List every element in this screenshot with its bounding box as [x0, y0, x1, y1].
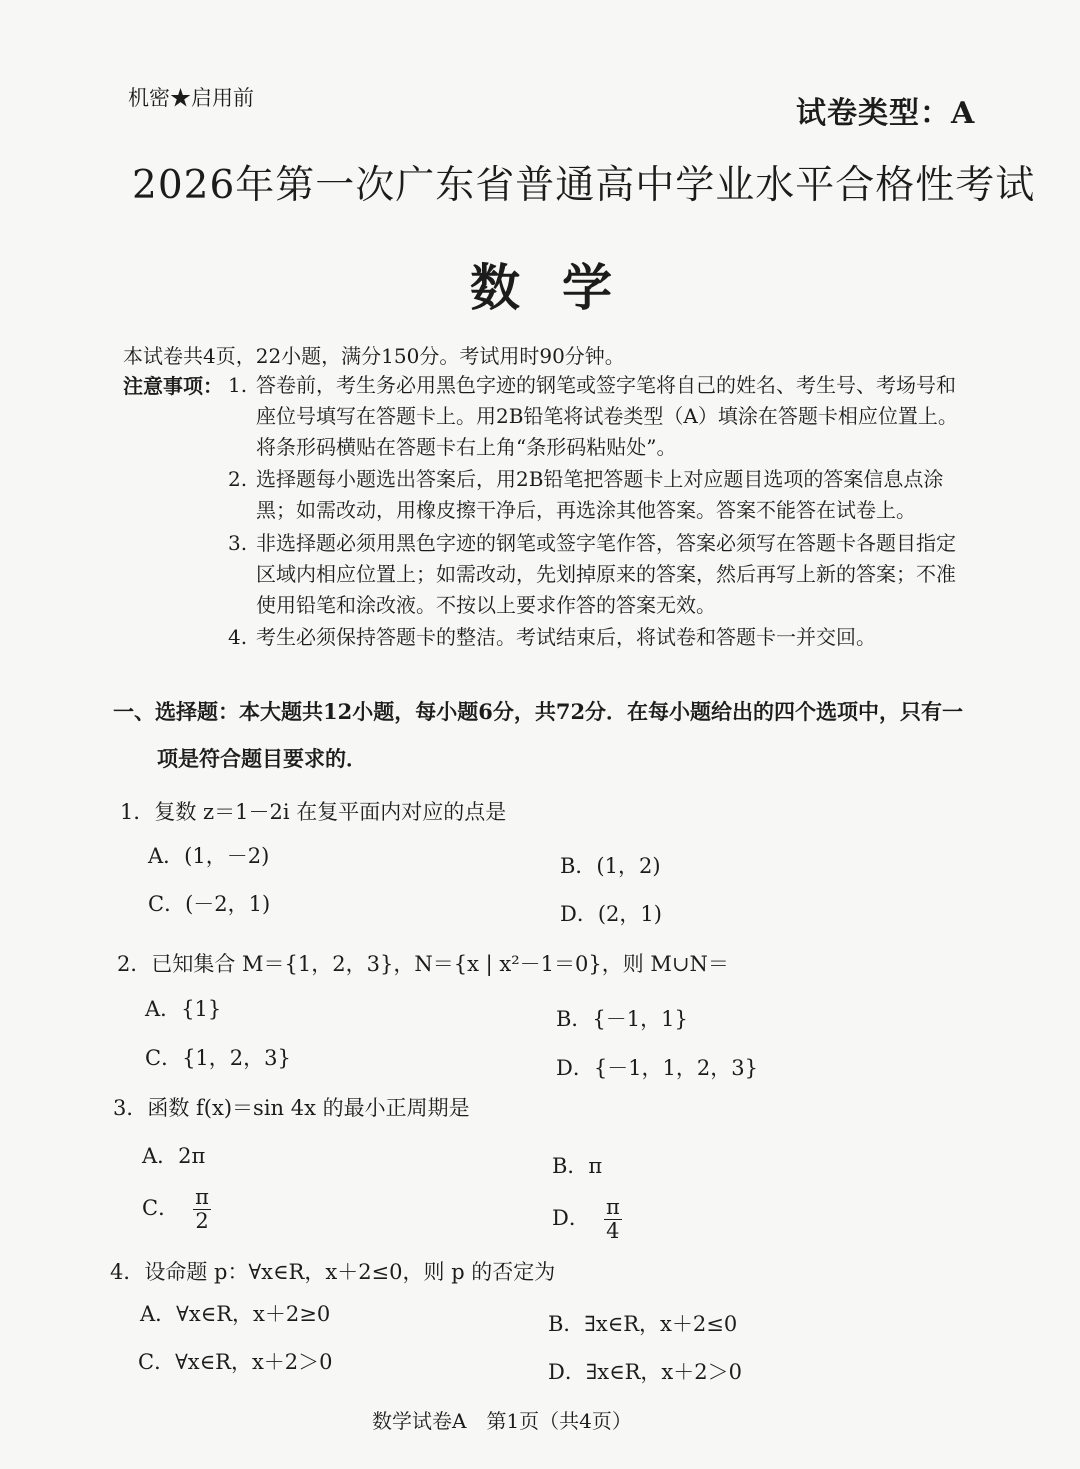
notice-item [228, 464, 973, 526]
question-4-option-a: A．∀x∈R，x＋2≥0 [140, 1302, 331, 1326]
notice-number: 3. [228, 531, 248, 555]
question-stem-1: 1．复数 z＝1－2i 在复平面内对应的点是 [120, 800, 507, 824]
fraction-numerator: π [605, 1195, 620, 1219]
subject-title: 数学 [470, 258, 654, 317]
question-4-option-d: D．∃x∈R，x＋2＞0 [548, 1360, 742, 1384]
question-1-option-b: B．(1，2) [560, 854, 661, 878]
notice-text: 非选择题必须用黑色字迹的钢笔或签字笔作答，答案必须写在答题卡各题目指定区域内相应位置上；如需改动，先划掉原来的答案，然后再写上新的答案；不准使用铅笔和涂改液。不按以上要求作答的答案无效。 [256, 531, 956, 617]
option-label: D． [552, 1206, 590, 1230]
question-1-option-a: A．(1，－2) [148, 844, 270, 868]
question-2-option-c: C．{1，2，3} [145, 1046, 291, 1070]
question-4-option-c: C．∀x∈R，x＋2＞0 [138, 1350, 333, 1374]
paper-type-label: 试卷类型：A [796, 96, 976, 131]
fraction-denominator: 4 [606, 1219, 620, 1243]
question-3-option-a: A．2π [142, 1144, 206, 1168]
fraction [193, 1186, 211, 1233]
exam-intro: 本试卷共4页，22小题，满分150分。考试用时90分钟。 [123, 344, 625, 368]
section-heading-text: 一、选择题：本大题共12小题，每小题6分，共72分．在每小题给出的四个选项中，只有一项是符合题目要求的． [113, 699, 964, 771]
question-3-option-c [142, 1186, 211, 1233]
notice-item [228, 528, 973, 621]
question-4-option-b: B．∃x∈R，x＋2≤0 [548, 1312, 738, 1336]
notice-number: 4. [228, 625, 248, 649]
option-label: C． [142, 1196, 180, 1220]
notice-item [228, 370, 973, 463]
page-footer: 数学试卷A 第1页（共4页） [372, 1409, 632, 1433]
notice-label: 注意事项： [123, 374, 223, 398]
question-3-option-d [552, 1196, 622, 1243]
question-1-option-c: C．(－2，1) [148, 892, 271, 916]
question-stem-2: 2．已知集合 M＝{1，2，3}，N＝{x | x²－1＝0}，则 M∪N＝ [117, 952, 729, 976]
exam-title: 2026年第一次广东省普通高中学业水平合格性考试 [132, 163, 1036, 208]
fraction-numerator: π [195, 1185, 209, 1209]
question-2-option-a: A．{1} [145, 997, 222, 1021]
question-3-option-b: B．π [552, 1154, 603, 1178]
notice-text: 选择题每小题选出答案后，用2B铅笔把答题卡上对应题目选项的答案信息点涂黑；如需改动，用橡皮擦干净后，再选涂其他答案。答案不能答在试卷上。 [256, 467, 944, 522]
notice-number: 1. [228, 373, 248, 397]
notice-text: 答卷前，考生务必用黑色字迹的钢笔或签字笔将自己的姓名、考生号、考场号和座位号填写在答题卡上。用2B铅笔将试卷类型（A）填涂在答题卡相应位置上。将条形码横贴在答题卡右上角“条形码粘贴处”。 [256, 373, 958, 459]
question-2-option-b: B．{－1，1} [556, 1007, 688, 1031]
notice-number: 2. [228, 467, 248, 491]
question-2-option-d: D．{－1，1，2，3} [556, 1056, 759, 1080]
confidential-mark: 机密★启用前 [128, 86, 254, 110]
notice-item [228, 622, 973, 653]
fraction [604, 1196, 622, 1243]
question-stem-3: 3．函数 f(x)＝sin 4x 的最小正周期是 [113, 1096, 470, 1120]
notice-text: 考生必须保持答题卡的整洁。考试结束后，将试卷和答题卡一并交回。 [256, 625, 876, 649]
section-heading [113, 688, 973, 782]
question-1-option-d: D．(2，1) [560, 902, 662, 926]
question-stem-4: 4．设命题 p：∀x∈R，x＋2≤0，则 p 的否定为 [110, 1260, 556, 1284]
fraction-denominator: 2 [195, 1209, 209, 1233]
